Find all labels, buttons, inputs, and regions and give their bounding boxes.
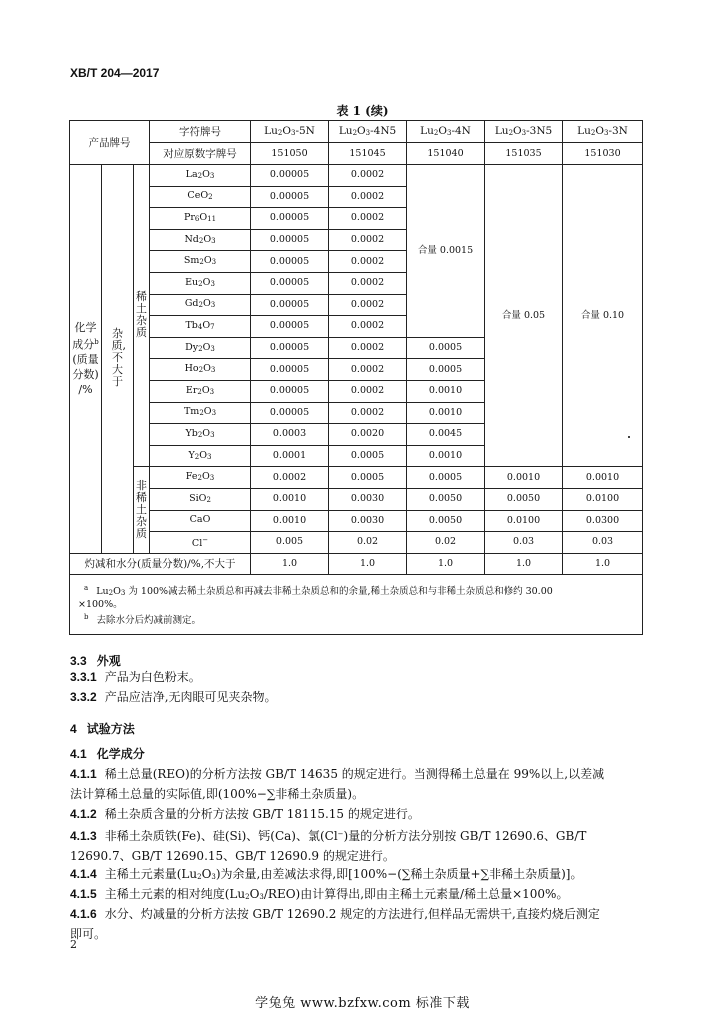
value-4n5: 0.0005 xyxy=(329,445,407,467)
footnote-b: $^b$ 去除水分后灼减前测定。 xyxy=(84,613,201,627)
impurity-value: 0.0050 xyxy=(485,488,563,510)
value-4n5: 0.0002 xyxy=(329,316,407,338)
non-rare-earth-impurity-label: 非稀土杂质 xyxy=(134,467,150,553)
value-5n: 0.00005 xyxy=(251,294,329,316)
chemical-formula: Lu2O3 xyxy=(420,124,452,137)
non-rare-earth-row xyxy=(70,488,643,510)
chemical-formula: Dy2O3 xyxy=(185,341,215,353)
chemical-formula: CeO2 xyxy=(187,190,213,202)
non-rare-earth-row xyxy=(70,467,643,489)
value-4n: 0.0005 xyxy=(407,359,485,381)
loss-value: 1.0 xyxy=(329,553,407,575)
value-4n5: 0.0002 xyxy=(329,272,407,294)
value-5n: 0.00005 xyxy=(251,208,329,230)
num-grade-label: 对应原数字牌号 xyxy=(150,143,251,165)
compound-name xyxy=(150,424,251,446)
compound-name xyxy=(150,532,251,554)
value-4n5: 0.0002 xyxy=(329,380,407,402)
value-5n: 0.00005 xyxy=(251,251,329,273)
chemical-formula: Gd2O3 xyxy=(184,298,216,310)
impurity-value: 0.0002 xyxy=(251,467,329,489)
chemical-formula: CaO xyxy=(189,514,211,526)
impurity-value: 0.03 xyxy=(563,532,643,554)
section-4-1-heading: 4.1 化学成分 xyxy=(70,747,145,761)
impurity-value: 0.0030 xyxy=(329,488,407,510)
loss-value: 1.0 xyxy=(563,553,643,575)
value-5n: 0.00005 xyxy=(251,186,329,208)
chemical-formula: Eu2O3 xyxy=(185,276,215,288)
value-4n5: 0.0002 xyxy=(329,402,407,424)
value-5n: 0.00005 xyxy=(251,380,329,402)
clause-4-1-2: 4.1.2 稀土杂质含量的分析方法按 GB/T 18115.15 的规定进行。 xyxy=(70,807,420,821)
chemical-formula: La2O3 xyxy=(185,168,215,180)
value-5n: 0.0001 xyxy=(251,445,329,467)
compound-name xyxy=(150,186,251,208)
chemical-formula: Ho2O3 xyxy=(184,363,216,375)
clause-3-3-2: 3.3.2 产品应洁净,无肉眼可见夹杂物。 xyxy=(70,690,277,704)
loss-value: 1.0 xyxy=(251,553,329,575)
footnote-a: $^a$ Lu2O3 为 100%减去稀土杂质总和再减去非稀土杂质总和的余量,稀土杂质总和与非稀土杂质总和修约 30.00 xyxy=(84,584,553,598)
rare-earth-row xyxy=(70,165,643,187)
chemical-formula: Er2O3 xyxy=(185,384,215,396)
loss-value: 1.0 xyxy=(407,553,485,575)
impurity-value: 0.0030 xyxy=(329,510,407,532)
grade-name: Lu2O3-5N xyxy=(251,121,329,143)
value-5n: 0.00005 xyxy=(251,316,329,338)
value-5n: 0.00005 xyxy=(251,165,329,187)
compound-name xyxy=(150,337,251,359)
compound-name xyxy=(150,488,251,510)
value-5n: 0.00005 xyxy=(251,229,329,251)
stray-mark xyxy=(628,436,630,438)
value-4n: 0.0005 xyxy=(407,337,485,359)
chemical-formula: Lu2O3 xyxy=(338,124,371,137)
clause-3-3-1: 3.3.1 产品为白色粉末。 xyxy=(70,670,201,684)
total-3n5-merged: 合量 0.05 xyxy=(485,165,563,467)
non-rare-earth-row xyxy=(70,532,643,554)
total-4n-merged: 合量 0.0015 xyxy=(407,165,485,338)
grade-code: 151040 xyxy=(407,143,485,165)
chemical-formula: Fe2O3 xyxy=(185,471,215,483)
compound-name xyxy=(150,359,251,381)
impurity-value: 0.0010 xyxy=(251,510,329,532)
compound-name xyxy=(150,229,251,251)
compound-name xyxy=(150,165,251,187)
header-row-char-grade xyxy=(70,121,643,143)
rare-earth-impurity-label: 稀土杂质 xyxy=(134,165,150,467)
value-5n: 0.0003 xyxy=(251,424,329,446)
section-3-3-heading: 3.3 外观 xyxy=(70,654,121,668)
value-4n5: 0.0002 xyxy=(329,359,407,381)
value-4n: 0.0010 xyxy=(407,402,485,424)
grade-code: 151030 xyxy=(563,143,643,165)
chemical-formula: Sm2O3 xyxy=(183,255,217,267)
chemical-formula: Tm2O3 xyxy=(183,406,217,418)
clause-4-1-3: 4.1.3 非稀土杂质铁(Fe)、硅(Si)、钙(Ca)、氯(Cl−)量的分析方法分别按 GB/T 12690.6、GB/T 12690.7、GB/T 12690.15、GB/T 12690.9 的规定进行。 xyxy=(70,829,587,863)
table-caption: 表 1 (续) xyxy=(336,104,389,118)
product-grade-label: 产品牌号 xyxy=(70,121,150,165)
value-5n: 0.00005 xyxy=(251,359,329,381)
char-grade-label: 字符牌号 xyxy=(150,121,251,143)
value-5n: 0.00005 xyxy=(251,337,329,359)
grade-name: Lu2O3-3N5 xyxy=(485,121,563,143)
compound-name xyxy=(150,445,251,467)
table-notes xyxy=(70,575,643,635)
grade-code: 151050 xyxy=(251,143,329,165)
non-rare-earth-row xyxy=(70,510,643,532)
specification-table xyxy=(69,120,643,635)
value-4n5: 0.0002 xyxy=(329,165,407,187)
clause-4-1-1: 4.1.1 稀土总量(REO)的分析方法按 GB/T 14635 的规定进行。当测得稀土总量在 99%以上,以差减 法计算稀土总量的实际值,即(100%−∑非稀土杂质量)。 xyxy=(70,767,605,801)
section-4-heading: 4 试验方法 xyxy=(70,722,135,736)
value-5n: 0.00005 xyxy=(251,402,329,424)
value-5n: 0.00005 xyxy=(251,272,329,294)
value-4n5: 0.0002 xyxy=(329,229,407,251)
table-notes-row xyxy=(70,575,643,635)
chem-composition-label: 化学 成分$^b$ (质量 分数) /% xyxy=(70,165,102,554)
chemical-formula: Cl− xyxy=(191,535,209,549)
value-4n5: 0.0002 xyxy=(329,208,407,230)
impurity-value: 0.0050 xyxy=(407,488,485,510)
value-4n5: 0.0002 xyxy=(329,294,407,316)
grade-code: 151045 xyxy=(329,143,407,165)
grade-code: 151035 xyxy=(485,143,563,165)
clause-4-1-5: 4.1.5 主稀土元素的相对纯度(Lu2O3/REO)由计算得出,即由主稀土元素量/稀土总量×100%。 xyxy=(70,887,569,901)
footer-watermark: 学兔兔 www.bzfxw.com 标准下载 xyxy=(255,996,470,1011)
chemical-formula: Lu2O3 xyxy=(264,124,296,137)
impurity-value: 0.02 xyxy=(329,532,407,554)
footnote-a-continued: ×100%。 xyxy=(78,599,123,611)
standard-number-header: XB/T 204—2017 xyxy=(70,66,160,80)
total-3n-merged: 合量 0.10 xyxy=(563,165,643,467)
grade-name: Lu2O3-4N xyxy=(407,121,485,143)
page-number: 2 xyxy=(70,938,77,951)
compound-name xyxy=(150,251,251,273)
compound-name xyxy=(150,208,251,230)
loss-value: 1.0 xyxy=(485,553,563,575)
chemical-formula: Pr6O11 xyxy=(183,211,217,223)
impurity-value: 0.02 xyxy=(407,532,485,554)
value-4n5: 0.0002 xyxy=(329,251,407,273)
value-4n: 0.0045 xyxy=(407,424,485,446)
chemical-formula: Y2O3 xyxy=(188,449,212,461)
chemical-formula: Lu2O3 xyxy=(494,124,527,137)
impurity-value: 0.03 xyxy=(485,532,563,554)
value-4n5: 0.0002 xyxy=(329,337,407,359)
impurity-value: 0.0010 xyxy=(485,467,563,489)
impurity-value: 0.0010 xyxy=(563,467,643,489)
compound-name xyxy=(150,510,251,532)
impurity-value: 0.0100 xyxy=(485,510,563,532)
impurity-value: 0.0010 xyxy=(251,488,329,510)
compound-name xyxy=(150,294,251,316)
impurity-value: 0.0005 xyxy=(329,467,407,489)
value-4n5: 0.0002 xyxy=(329,186,407,208)
compound-name xyxy=(150,402,251,424)
impurity-value: 0.0300 xyxy=(563,510,643,532)
value-4n: 0.0010 xyxy=(407,445,485,467)
compound-name xyxy=(150,316,251,338)
loss-on-ignition-row xyxy=(70,553,643,575)
compound-name xyxy=(150,467,251,489)
chemical-formula: Tb4O7 xyxy=(185,319,215,331)
chemical-formula: Yb2O3 xyxy=(185,427,215,439)
chemical-formula: Lu2O3 xyxy=(577,124,609,137)
clause-4-1-4: 4.1.4 主稀土元素量(Lu2O3)为余量,由差减法求得,即[100%−(∑稀土杂质量+∑非稀土杂质量)]。 xyxy=(70,867,583,881)
value-4n: 0.0010 xyxy=(407,380,485,402)
impurity-value: 0.0100 xyxy=(563,488,643,510)
header-row-num-grade xyxy=(70,143,643,165)
grade-name: Lu2O3-4N5 xyxy=(329,121,407,143)
impurity-value: 0.005 xyxy=(251,532,329,554)
impurity-value: 0.0005 xyxy=(407,467,485,489)
value-4n5: 0.0020 xyxy=(329,424,407,446)
impurity-value: 0.0050 xyxy=(407,510,485,532)
chemical-formula: SiO2 xyxy=(189,492,211,504)
clause-4-1-6: 4.1.6 水分、灼减量的分析方法按 GB/T 12690.2 规定的方法进行,但样品无需烘干,直接灼烧后测定 即可。 xyxy=(70,907,600,941)
impurity-label: 杂质,不大于 xyxy=(102,165,134,554)
loss-label: 灼减和水分(质量分数)/%,不大于 xyxy=(70,553,251,575)
grade-name: Lu2O3-3N xyxy=(563,121,643,143)
compound-name xyxy=(150,380,251,402)
compound-name xyxy=(150,272,251,294)
chemical-formula: Nd2O3 xyxy=(184,233,216,245)
